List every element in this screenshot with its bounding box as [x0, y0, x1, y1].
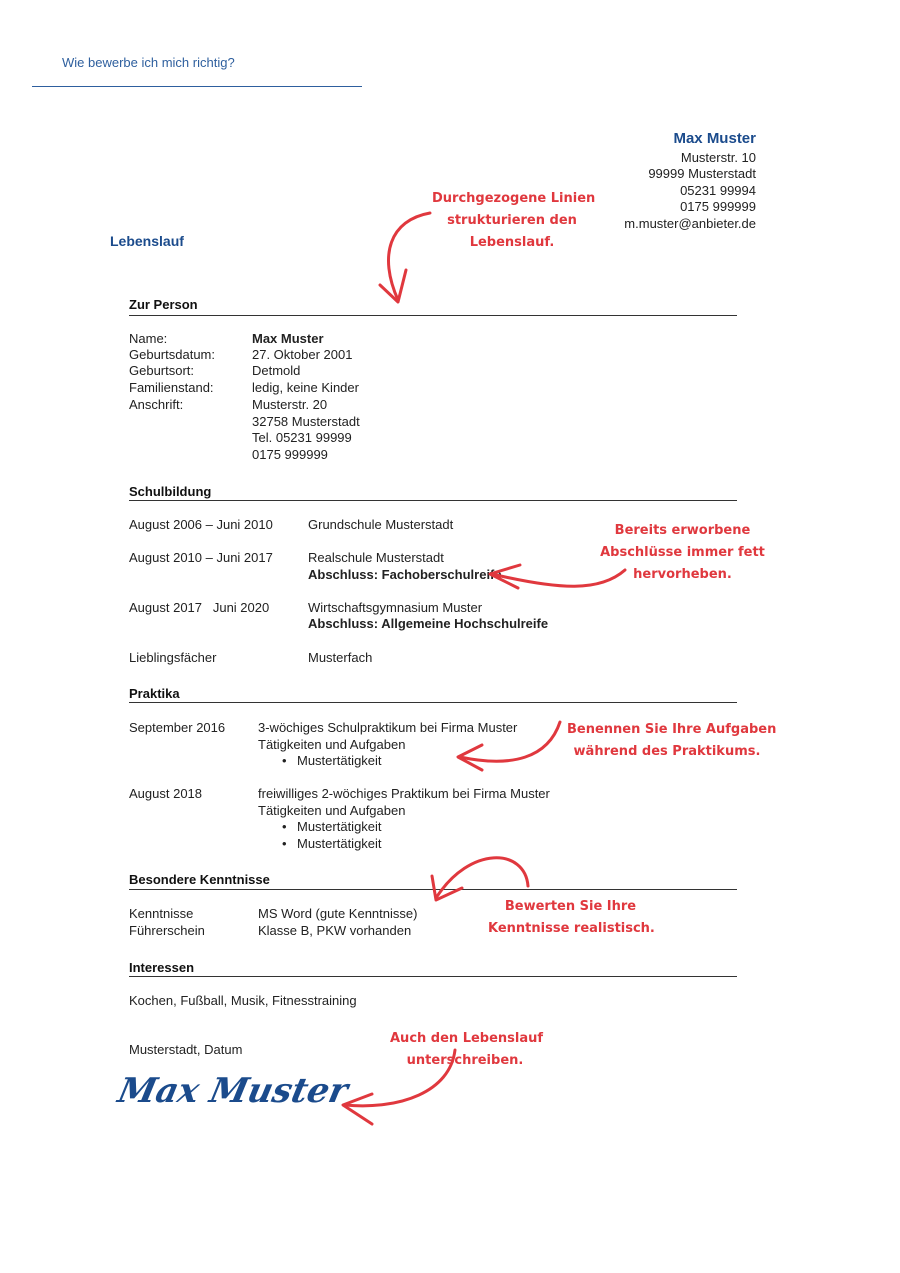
skill-label: Kenntnisse	[129, 906, 194, 921]
sender-mobile: 0175 999999	[680, 199, 756, 214]
skill-value: MS Word (gute Kenntnisse)	[258, 906, 418, 921]
internship-title: freiwilliges 2-wöchiges Praktikum bei Firma Muster	[258, 786, 550, 801]
annotation-line: Durchgezogene Linien	[432, 191, 596, 206]
internship-task: • Mustertätigkeit	[297, 753, 382, 768]
annotation-line: Benennen Sie Ihre Aufgaben	[567, 722, 777, 737]
arrow-tasks	[460, 722, 560, 761]
section-interests-heading: Interessen	[129, 960, 195, 975]
fav-subjects-label: Lieblingsfächer	[129, 650, 217, 665]
label-status: Familienstand:	[129, 380, 214, 395]
sender-email: m.muster@anbieter.de	[624, 215, 756, 231]
value-city: 32758 Musterstadt	[252, 414, 360, 429]
arrow-skills	[436, 858, 528, 898]
signature-text: Max Muster	[114, 1071, 352, 1111]
annotation-line: Auch den Lebenslauf	[390, 1031, 544, 1046]
internship-task: • Mustertätigkeit	[297, 819, 382, 834]
annotation-line: strukturieren den	[447, 213, 577, 228]
value-phone: Tel. 05231 99999	[252, 430, 352, 445]
internship-sub: Tätigkeiten und Aufgaben	[258, 803, 406, 818]
school-degree: Abschluss: Allgemeine Hochschulreife	[308, 616, 549, 631]
internship-sub: Tätigkeiten und Aufgaben	[258, 737, 406, 752]
value-mobile: 0175 999999	[252, 447, 328, 462]
annotation-line: unterschreiben.	[406, 1053, 524, 1068]
section-internships-heading: Praktika	[129, 686, 180, 701]
value-name: Max Muster	[252, 331, 324, 346]
fav-subjects-value: Musterfach	[308, 650, 373, 665]
sender-street: Musterstr. 10	[680, 149, 756, 165]
internship-date: September 2016	[129, 720, 226, 735]
label-name: Name:	[129, 331, 168, 346]
school-name: Wirtschaftsgymnasium Muster	[308, 600, 483, 615]
sender-phone: 05231 99994	[680, 182, 756, 198]
annotation-line: hervorheben.	[633, 567, 732, 582]
section-skills-heading: Besondere Kenntnisse	[129, 872, 270, 887]
school-period: August 2017 Juni 2020	[129, 600, 270, 615]
sender-city: 99999 Musterstadt	[648, 166, 756, 181]
label-birthplace: Geburtsort:	[129, 363, 195, 378]
value-status: ledig, keine Kinder	[252, 380, 359, 395]
skill-value: Klasse B, PKW vorhanden	[258, 923, 412, 938]
value-birthdate: 27. Oktober 2001	[252, 347, 353, 362]
label-address: Anschrift:	[129, 397, 184, 412]
internship-task: • Mustertätigkeit	[297, 836, 382, 851]
annotation-line: Bereits erworbene	[614, 523, 751, 538]
document-title: Lebenslauf	[110, 233, 184, 249]
annotation-line: Lebenslauf.	[469, 235, 555, 250]
place-date: Musterstadt, Datum	[129, 1042, 243, 1057]
arrow-skills-head	[432, 876, 462, 900]
school-degree: Abschluss: Fachoberschulreife	[308, 567, 502, 582]
sender-name: Max Muster	[673, 130, 756, 147]
page-header: Wie bewerbe ich mich richtig?	[62, 55, 235, 70]
label-birthdate: Geburtsdatum:	[129, 347, 215, 362]
school-period: August 2006 – Juni 2010	[129, 517, 273, 532]
school-name: Grundschule Musterstadt	[308, 517, 454, 532]
internship-date: August 2018	[129, 786, 203, 801]
annotation-line: Kenntnisse realistisch.	[488, 921, 655, 936]
interests-text: Kochen, Fußball, Musik, Fitnesstraining	[129, 993, 357, 1008]
arrow-sign-head	[343, 1094, 372, 1124]
annotation-line: Bewerten Sie Ihre	[504, 899, 637, 914]
school-name: Realschule Musterstadt	[308, 550, 444, 565]
value-birthplace: Detmold	[252, 363, 301, 378]
school-period: August 2010 – Juni 2017	[129, 550, 273, 565]
section-person-heading: Zur Person	[129, 297, 198, 312]
skill-label: Führerschein	[129, 923, 205, 938]
internship-title: 3-wöchiges Schulpraktikum bei Firma Muster	[258, 720, 518, 735]
annotation-line: während des Praktikums.	[573, 744, 761, 759]
annotation-line: Abschlüsse immer fett	[600, 545, 765, 560]
section-school-heading: Schulbildung	[129, 484, 212, 499]
arrow-lines	[388, 213, 430, 300]
value-street: Musterstr. 20	[252, 397, 328, 412]
